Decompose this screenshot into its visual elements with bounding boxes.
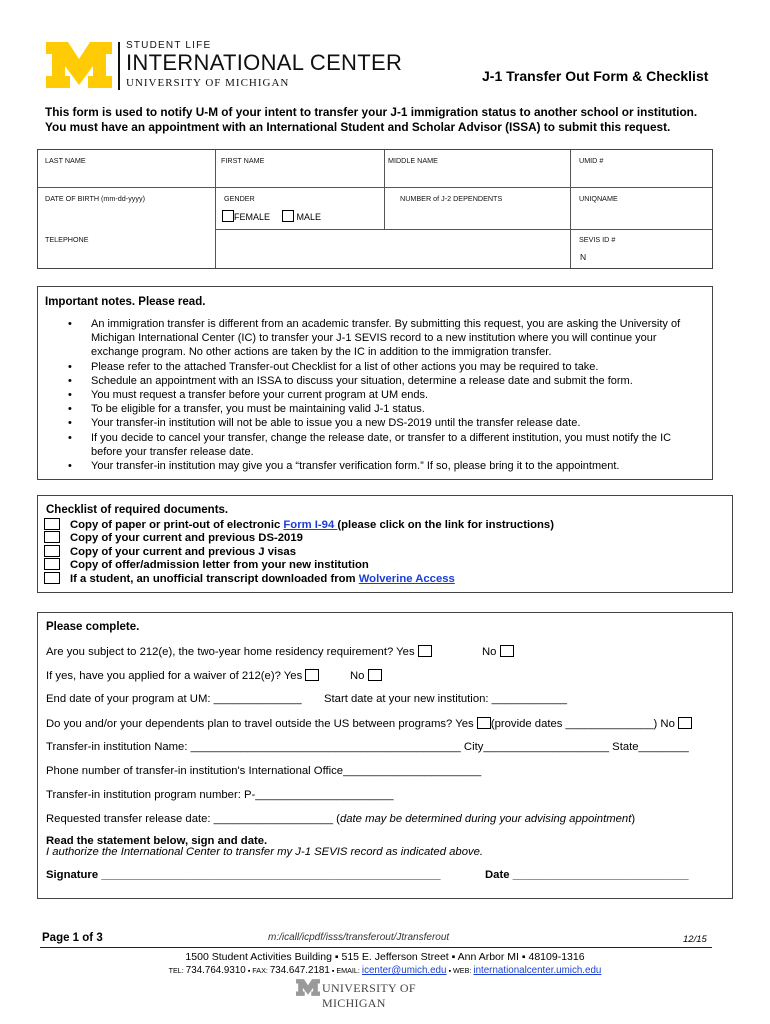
program-end-date-field[interactable]: End date of your program at UM: ______________ <box>46 693 302 705</box>
notes-list <box>68 317 698 473</box>
logo-student-life: STUDENT LIFE <box>126 40 212 51</box>
middle-name-field[interactable]: MIDDLE NAME <box>388 156 438 165</box>
logo-international-center: INTERNATIONAL CENTER <box>126 50 403 75</box>
footer-address: 1500 Student Activities Building ▪ 515 E. Jefferson Street ▪ Ann Arbor MI ▪ 48109-1316 <box>185 951 585 963</box>
block-m-icon <box>46 42 112 88</box>
question-text: No <box>482 646 497 658</box>
212e-yes-checkbox[interactable] <box>418 645 432 657</box>
logo-divider <box>118 42 120 90</box>
female-label: FEMALE <box>234 212 271 222</box>
gender-label: GENDER <box>224 194 255 203</box>
release-date-text: Requested transfer release date: ___________________ ( <box>46 813 340 825</box>
checkbox[interactable] <box>44 572 60 584</box>
list-item: • Schedule an appointment with an ISSA to discuss your situation, determine a release date and submit the form. <box>68 374 698 388</box>
list-item: • Your transfer-in institution may give you a “transfer verification form.” If so, please bring it to the appointment. <box>68 459 698 473</box>
checklist-text: Copy of your current and previous J visas <box>70 545 296 558</box>
checkbox[interactable] <box>44 518 60 530</box>
question-text: Do you and/or your dependents plan to travel outside the US between programs? Yes <box>46 718 474 730</box>
male-label: MALE <box>296 212 322 222</box>
waiver-yes-checkbox[interactable] <box>305 669 319 681</box>
female-checkbox[interactable] <box>222 210 234 222</box>
dob-field[interactable]: DATE OF BIRTH (mm-dd-yyyy) <box>45 194 145 203</box>
checklist-text: If a student, an unofficial transcript downloaded from <box>70 572 359 585</box>
sevis-prefix: N <box>580 252 587 262</box>
waiver-no-checkbox[interactable] <box>368 669 382 681</box>
question-text: If yes, have you applied for a waiver of 212(e)? Yes <box>46 670 303 682</box>
question-waiver-no <box>350 669 382 682</box>
notes-title: Important notes. Please read. <box>45 296 206 308</box>
uniqname-field[interactable]: UNIQNAME <box>579 194 618 203</box>
checklist-text: Copy of your current and previous DS-2019 <box>70 532 303 545</box>
sevis-id-field[interactable]: SEVIS ID # <box>579 235 616 244</box>
checklist-title: Checklist of required documents. <box>46 504 229 516</box>
footer-logo-text: UNIVERSITY OF MICHIGAN <box>322 981 416 1010</box>
dependents-field[interactable]: NUMBER of J-2 DEPENDENTS <box>400 194 503 203</box>
authorization-statement: I authorize the International Center to transfer my J-1 SEVIS record as indicated above. <box>46 846 484 858</box>
website-link[interactable]: internationalcenter.umich.edu <box>473 965 602 976</box>
table-row-divider <box>215 229 712 230</box>
program-number-field[interactable]: Transfer-in institution program number: P-______________________ <box>46 789 394 801</box>
tel-label: TEL: <box>168 966 186 975</box>
block-m-icon <box>296 979 320 996</box>
checklist-items <box>44 518 554 585</box>
question-212e-no <box>482 645 514 658</box>
first-name-field[interactable]: FIRST NAME <box>221 156 265 165</box>
please-complete-section <box>37 612 733 899</box>
checkbox[interactable] <box>44 545 60 557</box>
statement-title: Read the statement below, sign and date. <box>46 835 268 847</box>
file-path: m:/icall/icpdf/isss/transferout/Jtransferout <box>268 932 450 943</box>
checklist-text: (please click on the link for instructions) <box>337 519 554 531</box>
release-date-text: ) <box>631 813 636 825</box>
page-number: Page 1 of 3 <box>42 932 103 944</box>
revision-date: 12/15 <box>683 934 707 945</box>
email-label: ▪ EMAIL: <box>329 966 362 975</box>
table-col-divider <box>384 150 385 229</box>
intro-text <box>45 105 735 135</box>
web-label: ▪ WEB: <box>446 966 474 975</box>
question-text: No <box>350 670 365 682</box>
checkbox[interactable] <box>44 558 60 570</box>
list-item: • To be eligible for a transfer, you must be maintaining valid J-1 status. <box>68 402 698 416</box>
international-center-logo <box>46 38 466 98</box>
table-row-divider <box>38 187 712 188</box>
personal-info-table <box>37 149 713 269</box>
footer-contact <box>0 965 770 976</box>
gender-female-option[interactable] <box>222 210 270 222</box>
transfer-institution-name-field[interactable]: Transfer-in institution Name: ___________________________________________ City____________________ State________ <box>46 741 689 753</box>
last-name-field[interactable]: LAST NAME <box>45 156 86 165</box>
checklist-text: Copy of paper or print-out of electronic <box>70 519 284 531</box>
fax-label: ▪ FAX: <box>245 966 270 975</box>
checkbox[interactable] <box>44 531 60 543</box>
email-link[interactable]: icenter@umich.edu <box>361 965 447 976</box>
question-travel <box>46 717 692 730</box>
form-i94-link[interactable]: Form I-94 <box>283 519 338 531</box>
tel-value: 734.764.9310 <box>185 965 246 976</box>
question-text: Are you subject to 212(e), the two-year home residency requirement? Yes <box>46 646 415 658</box>
umid-field[interactable]: UMID # <box>579 156 604 165</box>
212e-no-checkbox[interactable] <box>500 645 514 657</box>
gender-male-option[interactable] <box>282 210 321 222</box>
international-office-phone-field[interactable]: Phone number of transfer-in institution's International Office______________________ <box>46 765 482 777</box>
list-item: • Your transfer-in institution will not be able to issue you a new DS-2019 until the transfer release date. <box>68 416 698 430</box>
wolverine-access-link[interactable]: Wolverine Access <box>358 572 455 585</box>
release-date-field[interactable] <box>46 813 635 825</box>
signature-date-field[interactable]: Date ____________________________ <box>485 869 689 881</box>
logo-university: UNIVERSITY OF MICHIGAN <box>126 77 290 89</box>
footer-divider <box>40 947 712 948</box>
fax-value: 734.647.2181 <box>269 965 330 976</box>
table-col-divider <box>570 150 571 268</box>
intro-line-1: This form is used to notify U-M of your intent to transfer your J-1 immigration status to another school or institution. <box>45 105 698 119</box>
list-item: • You must request a transfer before your current program at UM ends. <box>68 388 698 402</box>
form-title: J-1 Transfer Out Form & Checklist <box>482 68 709 84</box>
list-item: • If you decide to cancel your transfer, change the release date, or transfer to a different institution, you must notify the IC before your transfer release date. <box>68 431 698 459</box>
signature-field[interactable]: Signature ______________________________________________________ <box>46 869 441 881</box>
important-notes-section <box>37 286 713 480</box>
travel-yes-checkbox[interactable] <box>477 717 491 729</box>
checklist-item-offer-letter <box>44 558 554 571</box>
required-documents-checklist <box>37 495 733 593</box>
list-item: • An immigration transfer is different from an academic transfer. By submitting this request, you are asking the University of Michigan International Center (IC) to transfer your J-1 SEVIS record to a new institution where you will continue your exchange program. No other actions are taken by the IC in addition to the immigration transfer. <box>68 317 698 360</box>
telephone-field[interactable]: TELEPHONE <box>45 235 89 244</box>
male-checkbox[interactable] <box>282 210 294 222</box>
list-item: • Please refer to the attached Transfer-out Checklist for a list of other actions you may be required to take. <box>68 360 698 374</box>
travel-dates-field[interactable]: (provide dates ______________) No <box>490 718 675 730</box>
travel-no-checkbox[interactable] <box>678 717 692 729</box>
complete-title: Please complete. <box>46 621 140 633</box>
question-waiver <box>46 669 319 682</box>
checklist-item-ds2019 <box>44 531 554 544</box>
footer-logo <box>296 978 466 1010</box>
new-institution-start-date-field[interactable]: Start date at your new institution: ____________ <box>324 693 568 705</box>
intro-line-2: You must have an appointment with an International Student and Scholar Advisor (ISSA) to submit this request. <box>45 120 671 134</box>
checklist-item-visas <box>44 545 554 558</box>
checklist-item-transcript <box>44 572 554 585</box>
table-col-divider <box>215 150 216 268</box>
checklist-text: Copy of offer/admission letter from your new institution <box>70 559 369 572</box>
question-212e <box>46 645 432 658</box>
release-date-note: date may be determined during your advising appointment <box>339 813 632 825</box>
checklist-item-i94 <box>44 518 554 531</box>
